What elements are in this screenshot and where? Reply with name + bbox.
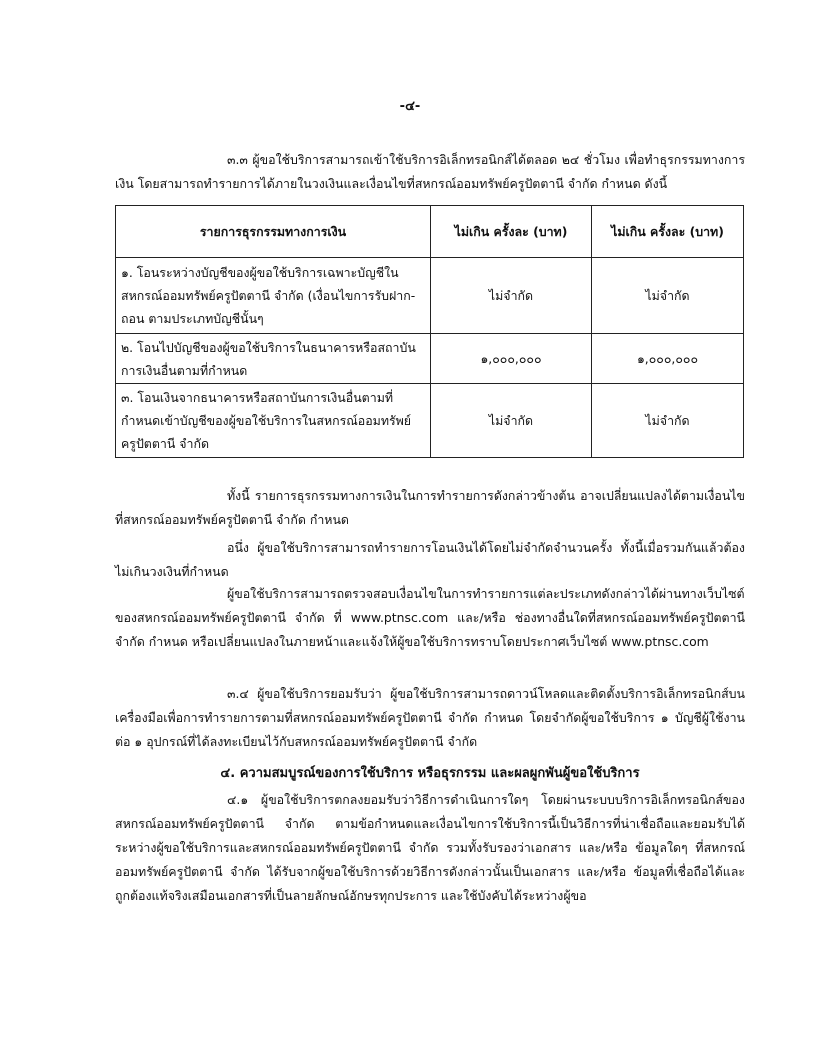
section-4-1-text: ๔.๑ ผู้ขอใช้บริการตกลงยอมรับว่าวิธีการดำเนินการใดๆ โดยผ่านระบบบริการอิเล็กทรอนิกส์ของสหกรณ์ออมทรัพย์ครูปัตตานี จำกัด ตามข้อกำหนดและเงื่อนไขการใช้บริการนี้เป็นวิธีการที่น่าเชื่อถือและยอมรับได้ระหว่างผู้ขอใช้บริการและสหกรณ์ออมทรัพย์ครูปัตตานี จำกัด รวมทั้งรับรองว่าเอกสาร และ/หรือ ข้อมูลใดๆ ที่สหกรณ์ออมทรัพย์ครูปัตตานี จำกัด ได้รับจากผู้ขอใช้บริการด้วยวิธีการดังกล่าวนั้นเป็นเอกสาร และ/หรือ ข้อมูลที่เชื่อถือได้และถูกต้องแท้จริงเสมือนเอกสารที่เป็นลายลักษณ์อักษรทุกประการ และใช้บังคับได้ระหว่างผู้ขอ (115, 792, 745, 903)
row-description: ๑. โอนระหว่างบัญชีของผู้ขอใช้บริการเฉพาะบัญชีในสหกรณ์ออมทรัพย์ครูปัตตานี จำกัด (เงื่อนไขการรับฝาก-ถอน ตามประเภทบัญชีนั้นๆ (116, 258, 431, 334)
transaction-limits-table (115, 205, 744, 458)
section-3-3-text: ๓.๓ ผู้ขอใช้บริการสามารถเข้าใช้บริการอิเล็กทรอนิกส์ได้ตลอด ๒๔ ชั่วโมง เพื่อทำธุรกรรมทางการเงิน โดยสามารถทำรายการได้ภายในวงเงินและเงื่อนไขที่สหกรณ์ออมทรัพย์ครูปัตตานี จำกัด กำหนด ดังนี้ (115, 152, 745, 191)
section-4-heading: ๔. ความสมบูรณ์ของการใช้บริการ หรือธุรกรรม และผลผูกพันผู้ขอใช้บริการ (220, 766, 640, 781)
note-paragraph-2: อนึ่ง ผู้ขอใช้บริการสามารถทำรายการโอนเงินได้โดยไม่จำกัดจำนวนครั้ง ทั้งนี้เมื่อรวมกันแล้วต้องไม่เกินวงเงินที่กำหนด (115, 540, 745, 579)
header-per-day: ไม่เกิน ครั้งละ (บาท) (592, 206, 744, 258)
row-per-day: ไม่จำกัด (592, 258, 744, 334)
row-per-time: ไม่จำกัด (431, 258, 592, 334)
header-description: รายการธุรกรรมทางการเงิน (116, 206, 431, 258)
row-per-time: ๑,๐๐๐,๐๐๐ (431, 334, 592, 384)
page-number: -๔- (399, 99, 421, 114)
table-header-row (116, 206, 744, 258)
note-paragraph-1: ทั้งนี้ รายการธุรกรรมทางการเงินในการทำรายการดังกล่าวข้างต้น อาจเปลี่ยนแปลงได้ตามเงื่อนไขที่สหกรณ์ออมทรัพย์ครูปัตตานี จำกัด กำหนด (115, 488, 745, 527)
table-row (116, 258, 744, 334)
row-description: ๓. โอนเงินจากธนาคารหรือสถาบันการเงินอื่นตามที่กำหนดเข้าบัญชีของผู้ขอใช้บริการในสหกรณ์ออมทรัพย์ครูปัตตานี จำกัด (116, 384, 431, 458)
row-description: ๒. โอนไปบัญชีของผู้ขอใช้บริการในธนาคารหรือสถาบันการเงินอื่นตามที่กำหนด (116, 334, 431, 384)
header-per-time: ไม่เกิน ครั้งละ (บาท) (431, 206, 592, 258)
note-paragraph-3: ผู้ขอใช้บริการสามารถตรวจสอบเงื่อนไขในการทำรายการแต่ละประเภทดังกล่าวได้ผ่านทางเว็บไซต์ของสหกรณ์ออมทรัพย์ครูปัตตานี จำกัด ที่ www.ptnsc.com และ/หรือ ช่องทางอื่นใดที่สหกรณ์ออมทรัพย์ครูปัตตานี จำกัด กำหนด หรือเปลี่ยนแปลงในภายหน้าและแจ้งให้ผู้ขอใช้บริการทราบโดยประกาศเว็บไซต์ www.ptnsc.com (115, 586, 745, 649)
table-row (116, 334, 744, 384)
row-per-time: ไม่จำกัด (431, 384, 592, 458)
section-3-4-text: ๓.๔ ผู้ขอใช้บริการยอมรับว่า ผู้ขอใช้บริการสามารถดาวน์โหลดและติดตั้งบริการอิเล็กทรอนิกส์บนเครื่องมือเพื่อการทำรายการตามที่สหกรณ์ออมทรัพย์ครูปัตตานี จำกัด กำหนด โดยจำกัดผู้ขอใช้บริการ ๑ บัญชีผู้ใช้งาน ต่อ ๑ อุปกรณ์ที่ได้ลงทะเบียนไว้กับสหกรณ์ออมทรัพย์ครูปัตตานี จำกัด (115, 686, 745, 749)
row-per-day: ไม่จำกัด (592, 384, 744, 458)
row-per-day: ๑,๐๐๐,๐๐๐ (592, 334, 744, 384)
table-row (116, 384, 744, 458)
